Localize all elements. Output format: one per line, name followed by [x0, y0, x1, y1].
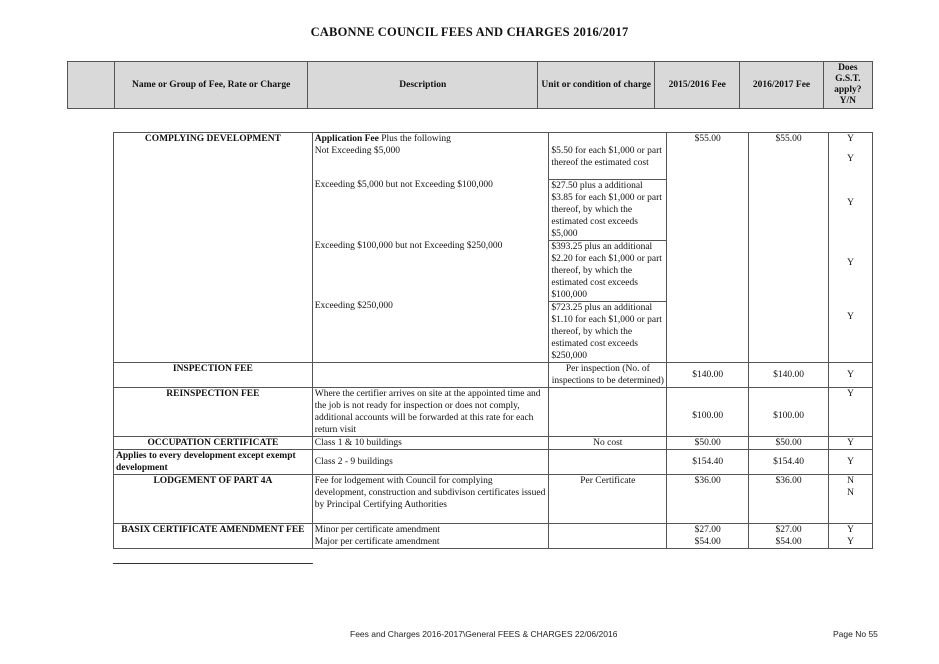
gst-value: Y: [847, 258, 854, 268]
gst-value: Y: [847, 312, 854, 322]
row-gst: [829, 133, 873, 363]
unit-item: $5.50 for each $1,000 or part thereof the estimated cost: [549, 145, 666, 180]
row-description: Fee for lodgement with Council for complying development, construction and subdivison certificates issued by Principal Certifying Authorities: [312, 475, 549, 524]
desc-item: Not Exceeding $5,000: [314, 146, 400, 156]
unit-item: $723.25 plus an additional $1.10 for each $1,000 or part thereof, by which the estimated cost exceeds $250,000: [551, 303, 662, 361]
row-description: [312, 363, 549, 388]
header-description: Description: [308, 62, 538, 109]
row-gst: Y: [829, 437, 873, 450]
fee-2016: $50.00: [749, 437, 829, 450]
header-blank-cell: [68, 62, 115, 109]
row-name: REINSPECTION FEE: [114, 388, 313, 437]
row-gst: Y: [829, 363, 873, 388]
desc-item: Exceeding $100,000 but not Exceeding $250,000: [314, 241, 503, 251]
table-row: [114, 437, 873, 450]
row-name: Applies to every development except exempt development: [114, 450, 313, 475]
table-row: [114, 133, 873, 363]
header-name: Name or Group of Fee, Rate or Charge: [115, 62, 308, 109]
fee-2016: $154.40: [749, 450, 829, 475]
table-row: [114, 388, 873, 437]
footnote-divider: [113, 563, 313, 564]
row-unit: [549, 388, 667, 437]
row-gst: [829, 524, 873, 549]
row-description: Class 1 & 10 buildings: [312, 437, 549, 450]
row-description: [312, 133, 549, 363]
table-row: [114, 450, 873, 475]
desc-bold: Application Fee: [314, 134, 379, 144]
row-unit: [549, 450, 667, 475]
gst-value: Y: [847, 198, 854, 208]
row-unit: [549, 133, 667, 363]
table-row: [114, 475, 873, 524]
desc-item: Major per certificate amendment: [314, 537, 440, 547]
row-name: LODGEMENT OF PART 4A: [114, 475, 313, 524]
fee-2015: [667, 524, 749, 549]
gst-value: N: [847, 476, 854, 486]
desc-item: Exceeding $250,000: [314, 301, 393, 311]
fees-table: [113, 132, 873, 549]
page-title: CABONNE COUNCIL FEES AND CHARGES 2016/2017: [310, 25, 629, 39]
row-name: INSPECTION FEE: [114, 363, 313, 388]
fee-2015: $50.00: [667, 437, 749, 450]
fee-2015: $154.40: [667, 450, 749, 475]
fee-value: $54.00: [775, 537, 802, 547]
header-fee-2016: 2016/2017 Fee: [740, 62, 823, 109]
fee-value: $27.00: [694, 525, 721, 535]
fee-value: $54.00: [694, 537, 721, 547]
row-gst: Y: [829, 388, 873, 437]
gst-value: Y: [847, 134, 854, 144]
row-name: OCCUPATION CERTIFICATE: [114, 437, 313, 450]
gst-value: N: [847, 488, 854, 498]
fee-2015: $36.00: [667, 475, 749, 524]
gst-value: Y: [847, 525, 854, 535]
fee-2016: $140.00: [749, 363, 829, 388]
row-unit: [549, 524, 667, 549]
header-gst: Does G.S.T. apply? Y/N: [823, 62, 872, 109]
row-unit: Per inspection (No. of inspections to be determined): [549, 363, 667, 388]
table-row: [114, 524, 873, 549]
row-unit: No cost: [549, 437, 667, 450]
footer-page-number: Page No 55: [833, 629, 878, 639]
row-description: Class 2 - 9 buildings: [312, 450, 549, 475]
fee-2015: $55.00: [667, 133, 749, 363]
row-gst: [829, 475, 873, 524]
gst-value: Y: [847, 154, 854, 164]
row-description: Where the certifier arrives on site at the appointed time and the job is not ready for inspection or does not comply, additional accounts will be forwarded at this rate for each return visit: [312, 388, 549, 437]
fee-2015: $140.00: [667, 363, 749, 388]
desc-item: Exceeding $5,000 but not Exceeding $100,000: [314, 180, 493, 190]
row-name: BASIX CERTIFICATE AMENDMENT FEE: [114, 524, 313, 549]
fee-2016: [749, 524, 829, 549]
column-header-table: [67, 61, 873, 109]
header-fee-2015: 2015/2016 Fee: [655, 62, 740, 109]
fee-2016: $36.00: [749, 475, 829, 524]
table-row: [114, 363, 873, 388]
row-unit: Per Certificate: [549, 475, 667, 524]
unit-item: $27.50 plus a additional $3.85 for each $1,000 or part thereof, by which the estimated cost exceeds $5,000: [549, 180, 666, 241]
row-description: [312, 524, 549, 549]
fee-2015: $100.00: [667, 388, 749, 437]
desc-item: Minor per certificate amendment: [314, 525, 441, 535]
footer-path: Fees and Charges 2016-2017\General FEES & CHARGES 22/06/2016: [350, 629, 618, 639]
fee-2016: $55.00: [749, 133, 829, 363]
desc-text: Plus the following: [378, 134, 451, 144]
fee-value: $27.00: [775, 525, 802, 535]
row-gst: Y: [829, 450, 873, 475]
fee-2016: $100.00: [749, 388, 829, 437]
gst-value: Y: [847, 537, 854, 547]
header-unit: Unit or condition of charge: [538, 62, 655, 109]
row-name: COMPLYING DEVELOPMENT: [114, 133, 313, 363]
unit-item: $393.25 plus an additional $2.20 for each $1,000 or part thereof, by which the estimated cost exceeds $100,000: [549, 241, 666, 302]
